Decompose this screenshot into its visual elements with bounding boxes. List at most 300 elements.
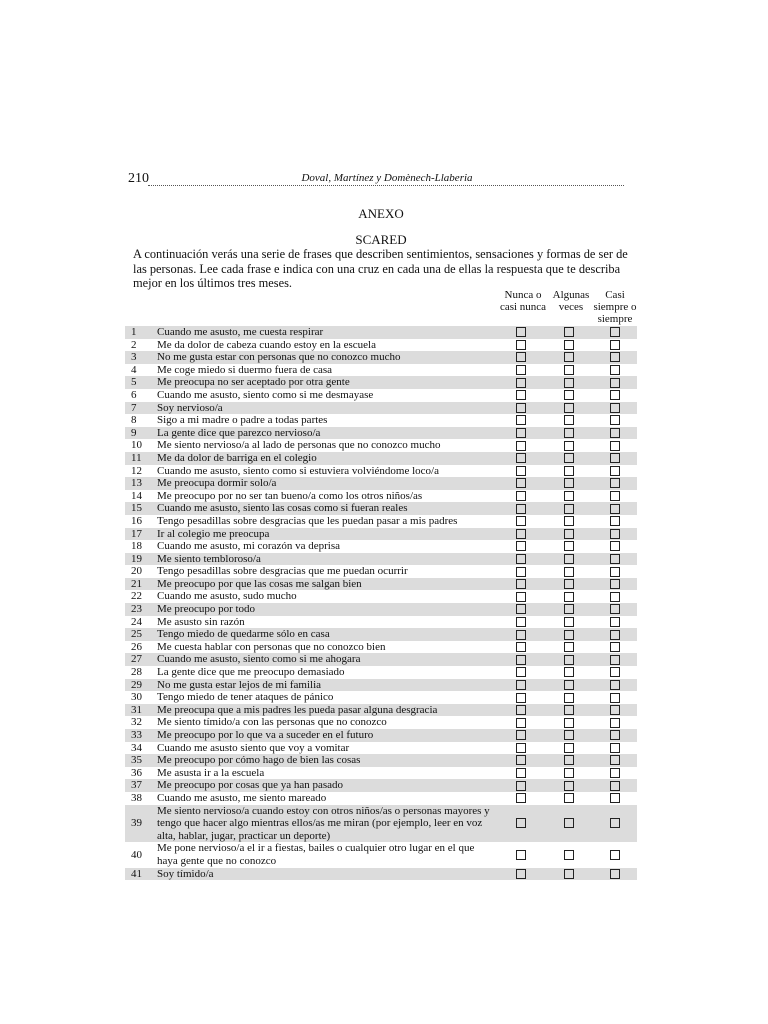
answer-cell (496, 869, 545, 879)
checkbox-always[interactable] (610, 466, 620, 476)
answer-cell (496, 441, 545, 451)
answer-cell (592, 592, 637, 602)
answer-cell (545, 793, 592, 803)
checkbox-always[interactable] (610, 743, 620, 753)
checkbox-sometimes[interactable] (564, 655, 574, 665)
checkbox-sometimes[interactable] (564, 793, 574, 803)
item-text: Me coge miedo si duermo fuera de casa (157, 363, 333, 376)
item-number: 8 (131, 414, 137, 427)
checkbox-always[interactable] (610, 592, 620, 602)
item-number: 37 (131, 779, 142, 792)
checkbox-never[interactable] (516, 504, 526, 514)
checkbox-always[interactable] (610, 818, 620, 828)
answer-cell (592, 327, 637, 337)
item-text: Tengo pesadillas sobre desgracias que me puedan ocurrir (157, 565, 408, 578)
answer-cell (496, 365, 545, 375)
answer-cell (496, 667, 545, 677)
answer-cell (496, 478, 545, 488)
checkbox-always[interactable] (610, 504, 620, 514)
checkbox-always[interactable] (610, 768, 620, 778)
checkbox-sometimes[interactable] (564, 768, 574, 778)
answer-cell (592, 718, 637, 728)
answer-cell (545, 768, 592, 778)
checkbox-never[interactable] (516, 415, 526, 425)
questionnaire-item (125, 364, 637, 377)
checkbox-always[interactable] (610, 850, 620, 860)
answer-cell (592, 428, 637, 438)
checkbox-sometimes[interactable] (564, 642, 574, 652)
answer-cell (496, 693, 545, 703)
answer-cell (545, 781, 592, 791)
questionnaire-item (125, 590, 637, 603)
questionnaire-item (125, 616, 637, 629)
item-text: Me preocupo por que las cosas me salgan bien (157, 577, 362, 590)
checkbox-sometimes[interactable] (564, 478, 574, 488)
checkbox-sometimes[interactable] (564, 869, 574, 879)
checkbox-never[interactable] (516, 327, 526, 337)
answer-cell (496, 390, 545, 400)
checkbox-always[interactable] (610, 554, 620, 564)
item-text: No me gusta estar lejos de mi familia (157, 678, 322, 691)
checkbox-never[interactable] (516, 529, 526, 539)
checkbox-always[interactable] (610, 403, 620, 413)
answer-cell (496, 680, 545, 690)
answer-cell (592, 491, 637, 501)
answer-cell (545, 453, 592, 463)
checkbox-always[interactable] (610, 793, 620, 803)
answer-cell (496, 466, 545, 476)
answer-cell (496, 850, 545, 860)
item-number: 40 (131, 848, 142, 861)
answer-cell (496, 554, 545, 564)
questionnaire-item (125, 578, 637, 591)
answer-cell (545, 466, 592, 476)
answer-cell (592, 378, 637, 388)
checkbox-sometimes[interactable] (564, 441, 574, 451)
checkbox-never[interactable] (516, 441, 526, 451)
item-number: 12 (131, 464, 142, 477)
header-rule (148, 185, 624, 186)
answer-cell (592, 554, 637, 564)
questionnaire-item (125, 402, 637, 415)
answer-cell (592, 541, 637, 551)
questionnaire-item (125, 767, 637, 780)
checkbox-never[interactable] (516, 850, 526, 860)
checkbox-sometimes[interactable] (564, 466, 574, 476)
questionnaire-item (125, 490, 637, 503)
questionnaire-item (125, 868, 637, 881)
answer-cell (496, 793, 545, 803)
questionnaire-item (125, 502, 637, 515)
item-text: Me da dolor de cabeza cuando estoy en la escuela (157, 338, 376, 351)
checkbox-always[interactable] (610, 781, 620, 791)
answer-cell (496, 453, 545, 463)
questionnaire-item (125, 842, 637, 867)
answer-cell (545, 491, 592, 501)
answer-cell (496, 781, 545, 791)
answer-cell (545, 529, 592, 539)
questionnaire-item (125, 742, 637, 755)
checkbox-always[interactable] (610, 730, 620, 740)
answer-cell (592, 579, 637, 589)
checkbox-never[interactable] (516, 352, 526, 362)
item-number: 7 (131, 401, 137, 414)
checkbox-never[interactable] (516, 655, 526, 665)
checkbox-sometimes[interactable] (564, 705, 574, 715)
checkbox-always[interactable] (610, 390, 620, 400)
checkbox-sometimes[interactable] (564, 781, 574, 791)
item-number: 23 (131, 603, 142, 616)
questionnaire-item (125, 427, 637, 440)
answer-cell (545, 365, 592, 375)
answer-cell (496, 491, 545, 501)
answer-cell (545, 680, 592, 690)
checkbox-sometimes[interactable] (564, 667, 574, 677)
column-header-always: Casi siempre o siempre (593, 289, 637, 326)
checkbox-sometimes[interactable] (564, 453, 574, 463)
item-number: 31 (131, 703, 142, 716)
answer-cell (496, 755, 545, 765)
checkbox-never[interactable] (516, 667, 526, 677)
questionnaire-item (125, 641, 637, 654)
checkbox-sometimes[interactable] (564, 491, 574, 501)
checkbox-always[interactable] (610, 415, 620, 425)
answer-cell (496, 630, 545, 640)
answer-cell (545, 516, 592, 526)
checkbox-always[interactable] (610, 617, 620, 627)
item-number: 35 (131, 754, 142, 767)
answer-cell (592, 818, 637, 828)
checkbox-sometimes[interactable] (564, 592, 574, 602)
answer-cell (545, 869, 592, 879)
checkbox-never[interactable] (516, 604, 526, 614)
checkbox-sometimes[interactable] (564, 541, 574, 551)
answer-cell (592, 529, 637, 539)
checkbox-sometimes[interactable] (564, 352, 574, 362)
item-number: 29 (131, 678, 142, 691)
checkbox-always[interactable] (610, 428, 620, 438)
questionnaire-item (125, 477, 637, 490)
checkbox-always[interactable] (610, 378, 620, 388)
item-text: Me asusto sin razón (157, 615, 245, 628)
answer-cell (496, 541, 545, 551)
checkbox-sometimes[interactable] (564, 529, 574, 539)
checkbox-never[interactable] (516, 630, 526, 640)
checkbox-never[interactable] (516, 680, 526, 690)
item-number: 28 (131, 666, 142, 679)
item-text: Me preocupo por lo que va a suceder en el futuro (157, 729, 374, 741)
questionnaire-item (125, 326, 637, 339)
questionnaire-item (125, 528, 637, 541)
checkbox-always[interactable] (610, 705, 620, 715)
running-head: Doval, Martínez y Domènech-Llaberia (301, 172, 473, 184)
questionnaire-item (125, 679, 637, 692)
checkbox-never[interactable] (516, 781, 526, 791)
item-text: Tengo pesadillas sobre desgracias que les puedan pasar a mis padres (157, 514, 458, 527)
checkbox-always[interactable] (610, 340, 620, 350)
questionnaire-item (125, 452, 637, 465)
checkbox-always[interactable] (610, 755, 620, 765)
checkbox-never[interactable] (516, 768, 526, 778)
checkbox-never[interactable] (516, 541, 526, 551)
checkbox-always[interactable] (610, 642, 620, 652)
answer-cell (592, 567, 637, 577)
column-header-never: Nunca o casi nunca (499, 289, 547, 314)
item-text: Cuando me asusto siento que voy a vomitar (157, 741, 350, 754)
checkbox-always[interactable] (610, 352, 620, 362)
questionnaire-item (125, 603, 637, 616)
checkbox-never[interactable] (516, 579, 526, 589)
checkbox-always[interactable] (610, 579, 620, 589)
answer-cell (545, 818, 592, 828)
answer-cell (545, 655, 592, 665)
answer-cell (592, 768, 637, 778)
checkbox-never[interactable] (516, 378, 526, 388)
item-text: La gente dice que parezco nervioso/a (157, 426, 321, 439)
checkbox-always[interactable] (610, 478, 620, 488)
answer-cell (545, 378, 592, 388)
answer-cell (592, 869, 637, 879)
checkbox-never[interactable] (516, 869, 526, 879)
item-number: 11 (131, 451, 142, 464)
item-text: Me asusta ir a la escuela (157, 766, 265, 779)
checkbox-sometimes[interactable] (564, 428, 574, 438)
answer-cell (592, 850, 637, 860)
item-text: Me preocupo por todo (157, 603, 256, 616)
item-text: Me siento tímido/a con las personas que no conozco (157, 716, 387, 729)
checkbox-never[interactable] (516, 642, 526, 652)
questionnaire-item (125, 351, 637, 364)
checkbox-always[interactable] (610, 365, 620, 375)
checkbox-sometimes[interactable] (564, 403, 574, 413)
checkbox-always[interactable] (610, 516, 620, 526)
checkbox-sometimes[interactable] (564, 554, 574, 564)
answer-cell (545, 755, 592, 765)
item-number: 9 (131, 426, 137, 439)
answer-cell (545, 693, 592, 703)
item-number: 2 (131, 338, 137, 351)
checkbox-never[interactable] (516, 453, 526, 463)
item-number: 19 (131, 552, 142, 565)
item-number: 16 (131, 514, 142, 527)
answer-cell (545, 441, 592, 451)
checkbox-always[interactable] (610, 630, 620, 640)
checkbox-sometimes[interactable] (564, 850, 574, 860)
answer-cell (592, 755, 637, 765)
intro-paragraph: A continuación verás una serie de frases que describen sentimientos, sensaciones y formas de ser de las personas. Lee cada frase e indica con una cruz en cada una de ellas la respuesta que te describa mejor en los últimos tres meses. (133, 247, 628, 290)
checkbox-always[interactable] (610, 441, 620, 451)
questionnaire-item (125, 565, 637, 578)
checkbox-never[interactable] (516, 567, 526, 577)
checkbox-sometimes[interactable] (564, 567, 574, 577)
checkbox-sometimes[interactable] (564, 390, 574, 400)
answer-cell (592, 516, 637, 526)
answer-cell (545, 478, 592, 488)
questionnaire-item (125, 754, 637, 767)
item-text: Cuando me asusto, siento como si me desmayase (157, 388, 374, 401)
answer-cell (545, 642, 592, 652)
checkbox-sometimes[interactable] (564, 365, 574, 375)
answer-cell (496, 768, 545, 778)
answer-cell (496, 504, 545, 514)
checkbox-sometimes[interactable] (564, 378, 574, 388)
checkbox-never[interactable] (516, 466, 526, 476)
item-text: Ir al colegio me preocupa (157, 527, 270, 540)
checkbox-always[interactable] (610, 491, 620, 501)
checkbox-never[interactable] (516, 478, 526, 488)
item-number: 39 (131, 817, 142, 830)
questionnaire-item (125, 666, 637, 679)
checkbox-sometimes[interactable] (564, 693, 574, 703)
answer-cell (496, 743, 545, 753)
checkbox-always[interactable] (610, 655, 620, 665)
answer-cell (592, 504, 637, 514)
questionnaire-item (125, 465, 637, 478)
item-text: Me preocupo por cosas que ya han pasado (157, 779, 344, 792)
answer-cell (545, 428, 592, 438)
checkbox-sometimes[interactable] (564, 516, 574, 526)
item-text: Sigo a mi madre o padre a todas partes (157, 414, 328, 427)
answer-cell (496, 604, 545, 614)
checkbox-always[interactable] (610, 567, 620, 577)
answer-cell (592, 781, 637, 791)
answer-cell (545, 504, 592, 514)
item-text: Me preocupa dormir solo/a (157, 477, 277, 490)
checkbox-always[interactable] (610, 693, 620, 703)
item-number: 27 (131, 653, 142, 666)
checkbox-never[interactable] (516, 365, 526, 375)
item-number: 26 (131, 640, 142, 653)
questionnaire-item (125, 414, 637, 427)
item-text: Tengo miedo de tener ataques de pánico (157, 691, 334, 704)
answer-cell (496, 567, 545, 577)
checkbox-never[interactable] (516, 705, 526, 715)
checkbox-never[interactable] (516, 718, 526, 728)
column-header-sometimes: Algunas veces (552, 289, 590, 314)
checkbox-sometimes[interactable] (564, 730, 574, 740)
answer-cell (592, 667, 637, 677)
item-number: 36 (131, 766, 142, 779)
checkbox-never[interactable] (516, 428, 526, 438)
item-text: Cuando me asusto, sudo mucho (157, 590, 297, 603)
checkbox-sometimes[interactable] (564, 630, 574, 640)
answer-cell (545, 630, 592, 640)
checkbox-never[interactable] (516, 390, 526, 400)
item-text: No me gusta estar con personas que no conozco mucho (157, 351, 401, 364)
checkbox-always[interactable] (610, 529, 620, 539)
checkbox-never[interactable] (516, 340, 526, 350)
checkbox-never[interactable] (516, 592, 526, 602)
checkbox-never[interactable] (516, 403, 526, 413)
checkbox-never[interactable] (516, 491, 526, 501)
answer-cell (496, 415, 545, 425)
answer-cell (545, 403, 592, 413)
answer-cell (496, 516, 545, 526)
questionnaire-item (125, 792, 637, 805)
checkbox-always[interactable] (610, 680, 620, 690)
checkbox-sometimes[interactable] (564, 504, 574, 514)
checkbox-never[interactable] (516, 818, 526, 828)
annex-title: ANEXO (358, 206, 404, 221)
answer-cell (545, 352, 592, 362)
questionnaire-item (125, 389, 637, 402)
answer-cell (592, 466, 637, 476)
checkbox-sometimes[interactable] (564, 617, 574, 627)
answer-cell (496, 705, 545, 715)
checkbox-sometimes[interactable] (564, 755, 574, 765)
checkbox-sometimes[interactable] (564, 743, 574, 753)
answer-cell (592, 478, 637, 488)
checkbox-never[interactable] (516, 743, 526, 753)
answer-cell (592, 680, 637, 690)
answer-cell (496, 617, 545, 627)
checkbox-always[interactable] (610, 453, 620, 463)
checkbox-never[interactable] (516, 755, 526, 765)
item-number: 30 (131, 691, 142, 704)
checkbox-sometimes[interactable] (564, 718, 574, 728)
checkbox-always[interactable] (610, 604, 620, 614)
checkbox-sometimes[interactable] (564, 604, 574, 614)
questionnaire-item (125, 716, 637, 729)
answer-cell (496, 730, 545, 740)
checkbox-sometimes[interactable] (564, 415, 574, 425)
answer-cell (592, 352, 637, 362)
item-text: Tengo miedo de quedarme sólo en casa (157, 628, 330, 641)
checkbox-always[interactable] (610, 718, 620, 728)
checkbox-sometimes[interactable] (564, 818, 574, 828)
checkbox-always[interactable] (610, 541, 620, 551)
checkbox-sometimes[interactable] (564, 340, 574, 350)
checkbox-never[interactable] (516, 516, 526, 526)
checkbox-never[interactable] (516, 730, 526, 740)
answer-cell (496, 378, 545, 388)
item-text: Cuando me asusto, mi corazón va deprisa (157, 540, 340, 553)
checkbox-never[interactable] (516, 793, 526, 803)
checkbox-sometimes[interactable] (564, 327, 574, 337)
answer-cell (592, 340, 637, 350)
checkbox-always[interactable] (610, 327, 620, 337)
checkbox-never[interactable] (516, 617, 526, 627)
answer-cell (496, 642, 545, 652)
answer-cell (496, 327, 545, 337)
answer-cell (545, 850, 592, 860)
checkbox-always[interactable] (610, 869, 620, 879)
checkbox-always[interactable] (610, 667, 620, 677)
answer-cell (496, 403, 545, 413)
answer-cell (545, 579, 592, 589)
answer-cell (545, 415, 592, 425)
answer-cell (545, 743, 592, 753)
answer-cell (496, 655, 545, 665)
answer-cell (545, 567, 592, 577)
checkbox-sometimes[interactable] (564, 579, 574, 589)
answer-cell (496, 592, 545, 602)
questionnaire-item (125, 805, 637, 843)
checkbox-never[interactable] (516, 693, 526, 703)
answer-cell (545, 730, 592, 740)
item-number: 1 (131, 326, 137, 338)
checkbox-sometimes[interactable] (564, 680, 574, 690)
scale-title: SCARED (355, 232, 407, 247)
item-text: Me siento nervioso/a al lado de personas que no conozco mucho (157, 439, 441, 452)
answer-cell (496, 718, 545, 728)
questionnaire-item (125, 704, 637, 717)
item-number: 13 (131, 477, 142, 490)
checkbox-never[interactable] (516, 554, 526, 564)
answer-cell (592, 793, 637, 803)
item-number: 22 (131, 590, 142, 603)
answer-cell (592, 705, 637, 715)
